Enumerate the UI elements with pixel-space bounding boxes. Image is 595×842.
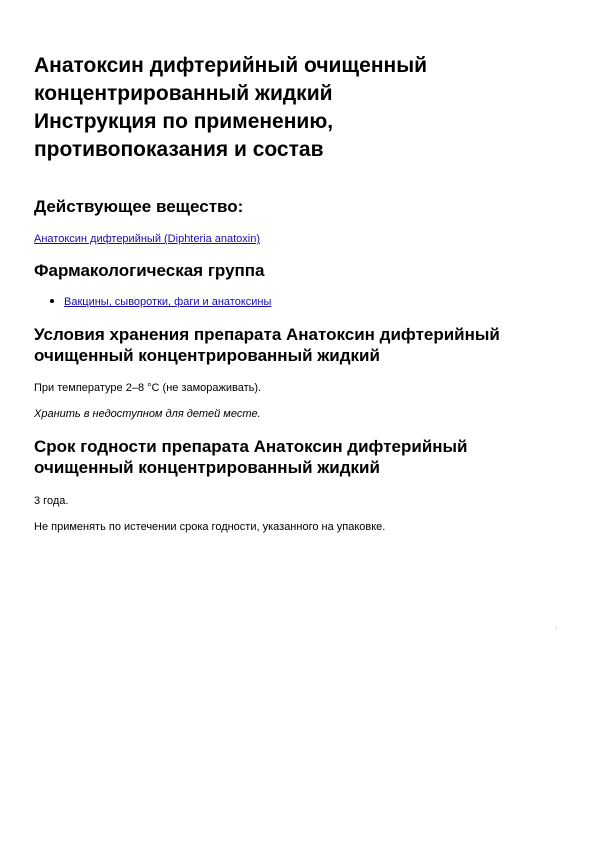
- active-substance-heading: Действующее вещество:: [34, 197, 244, 216]
- storage-text: При температуре 2–8 °С (не замораживать).: [34, 382, 262, 394]
- page-title: [34, 52, 554, 164]
- storage-heading: [34, 324, 561, 366]
- storage-heading-line: Условия хранения препарата Анатоксин дифтерийный: [34, 325, 500, 344]
- pharm-group-list-item: [64, 295, 271, 309]
- title-line: Анатоксин дифтерийный очищенный: [34, 54, 428, 77]
- storage-note: Хранить в недоступном для детей месте.: [34, 408, 261, 420]
- shelf-life-note: Не применять по истечении срока годности, указанного на упаковке.: [34, 521, 386, 533]
- active-substance-paragraph: [34, 232, 260, 246]
- pharm-group-link[interactable]: Вакцины, сыворотки, фаги и анатоксины: [64, 296, 272, 308]
- shelf-life-heading: [34, 436, 561, 478]
- title-line: концентрированный жидкий: [34, 82, 333, 105]
- pharm-group-heading: Фармакологическая группа: [34, 261, 265, 280]
- title-line: противопоказания и состав: [34, 138, 324, 161]
- shelf-life-value: 3 года.: [34, 495, 69, 507]
- storage-heading-line: очищенный концентрированный жидкий: [34, 346, 380, 365]
- bullet-icon: [50, 299, 54, 303]
- scan-dot: [556, 627, 557, 628]
- active-substance-link[interactable]: Анатоксин дифтерийный (Diphteria anatoxin): [34, 233, 261, 245]
- shelf-life-heading-line: Срок годности препарата Анатоксин дифтерийный: [34, 437, 468, 456]
- title-line: Инструкция по применению,: [34, 110, 334, 133]
- shelf-life-heading-line: очищенный концентрированный жидкий: [34, 458, 380, 477]
